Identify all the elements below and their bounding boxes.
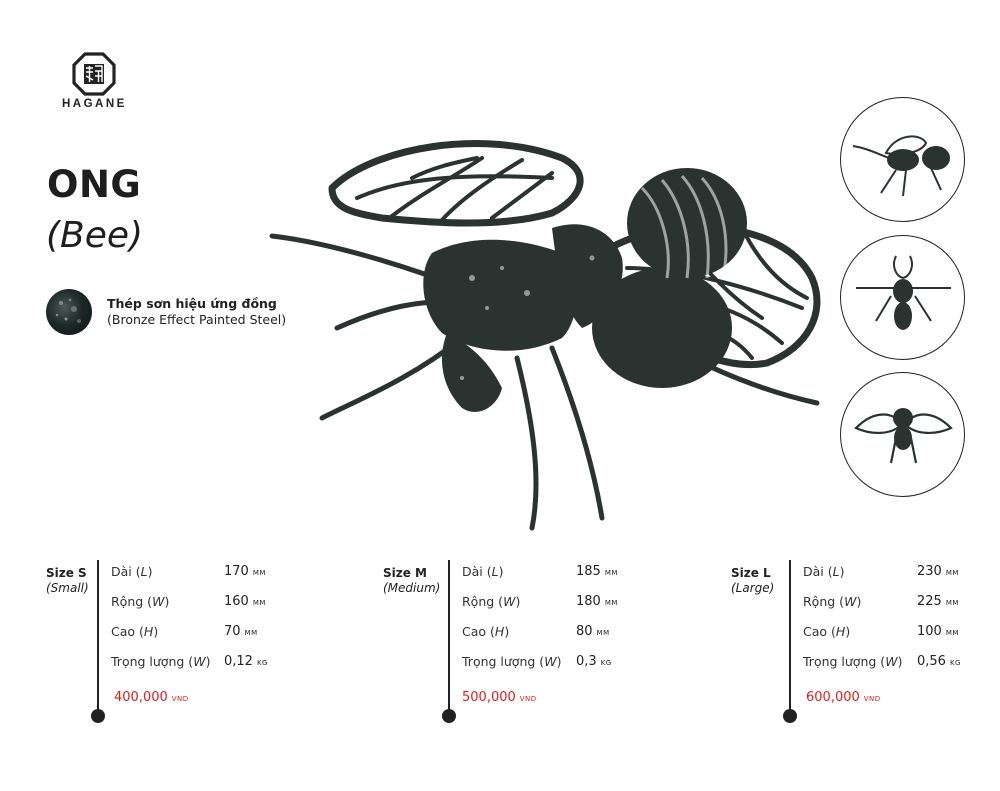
bee-side-view-icon: [841, 98, 965, 222]
spec-height-value: 70 MM: [224, 624, 258, 639]
size-subtitle: (Large): [731, 581, 775, 595]
size-divider-line: [97, 560, 99, 715]
spec-width-value: 180 MM: [576, 594, 618, 609]
spec-length-value: 230 MM: [917, 564, 959, 579]
bee-front-view-icon: [841, 373, 965, 497]
size-divider-dot: [91, 709, 105, 723]
size-divider-line: [448, 560, 450, 715]
brand-name: HAGANE: [62, 98, 127, 110]
size-subtitle: (Small): [46, 581, 89, 595]
material-name-en: (Bronze Effect Painted Steel): [107, 312, 287, 327]
price: 400,000 VND: [114, 690, 189, 705]
thumbnail-side-view[interactable]: [840, 97, 965, 222]
spec-width-value: 160 MM: [224, 594, 266, 609]
spec-height-label: Cao (H): [462, 624, 510, 639]
bee-top-view-icon: [841, 236, 965, 360]
spec-weight-label: Trọng lượng (W): [803, 654, 903, 669]
bee-model-image: [262, 118, 832, 538]
spec-height-label: Cao (H): [803, 624, 851, 639]
hagane-octagon-logo-icon: [72, 52, 116, 96]
spec-width-label: Rộng (W): [111, 594, 170, 609]
spec-height-value: 100 MM: [917, 624, 959, 639]
size-name: Size S: [46, 566, 87, 580]
spec-width-value: 225 MM: [917, 594, 959, 609]
spec-length-value: 185 MM: [576, 564, 618, 579]
spec-width-label: Rộng (W): [462, 594, 521, 609]
price: 600,000 VND: [806, 690, 881, 705]
size-name: Size M: [383, 566, 427, 580]
price: 500,000 VND: [462, 690, 537, 705]
spec-weight-value: 0,3 KG: [576, 654, 612, 669]
spec-height-label: Cao (H): [111, 624, 159, 639]
size-divider-dot: [783, 709, 797, 723]
material-name-vi: Thép sơn hiệu ứng đồng: [107, 296, 277, 311]
spec-weight-value: 0,12 KG: [224, 654, 268, 669]
spec-weight-label: Trọng lượng (W): [111, 654, 211, 669]
size-subtitle: (Medium): [383, 581, 441, 595]
spec-width-label: Rộng (W): [803, 594, 862, 609]
product-subtitle: (Bee): [46, 215, 144, 256]
thumbnail-front-view[interactable]: [840, 372, 965, 497]
brand-logo: [62, 52, 126, 110]
size-divider-line: [789, 560, 791, 715]
size-divider-dot: [442, 709, 456, 723]
spec-length-label: Dài (L): [111, 564, 153, 579]
thumbnail-top-view[interactable]: [840, 235, 965, 360]
spec-weight-label: Trọng lượng (W): [462, 654, 562, 669]
spec-length-label: Dài (L): [803, 564, 845, 579]
spec-length-label: Dài (L): [462, 564, 504, 579]
material-swatch-icon: [46, 289, 92, 335]
spec-height-value: 80 MM: [576, 624, 610, 639]
spec-length-value: 170 MM: [224, 564, 266, 579]
product-title: ONG: [47, 163, 142, 206]
size-name: Size L: [731, 566, 771, 580]
spec-weight-value: 0,56 KG: [917, 654, 961, 669]
